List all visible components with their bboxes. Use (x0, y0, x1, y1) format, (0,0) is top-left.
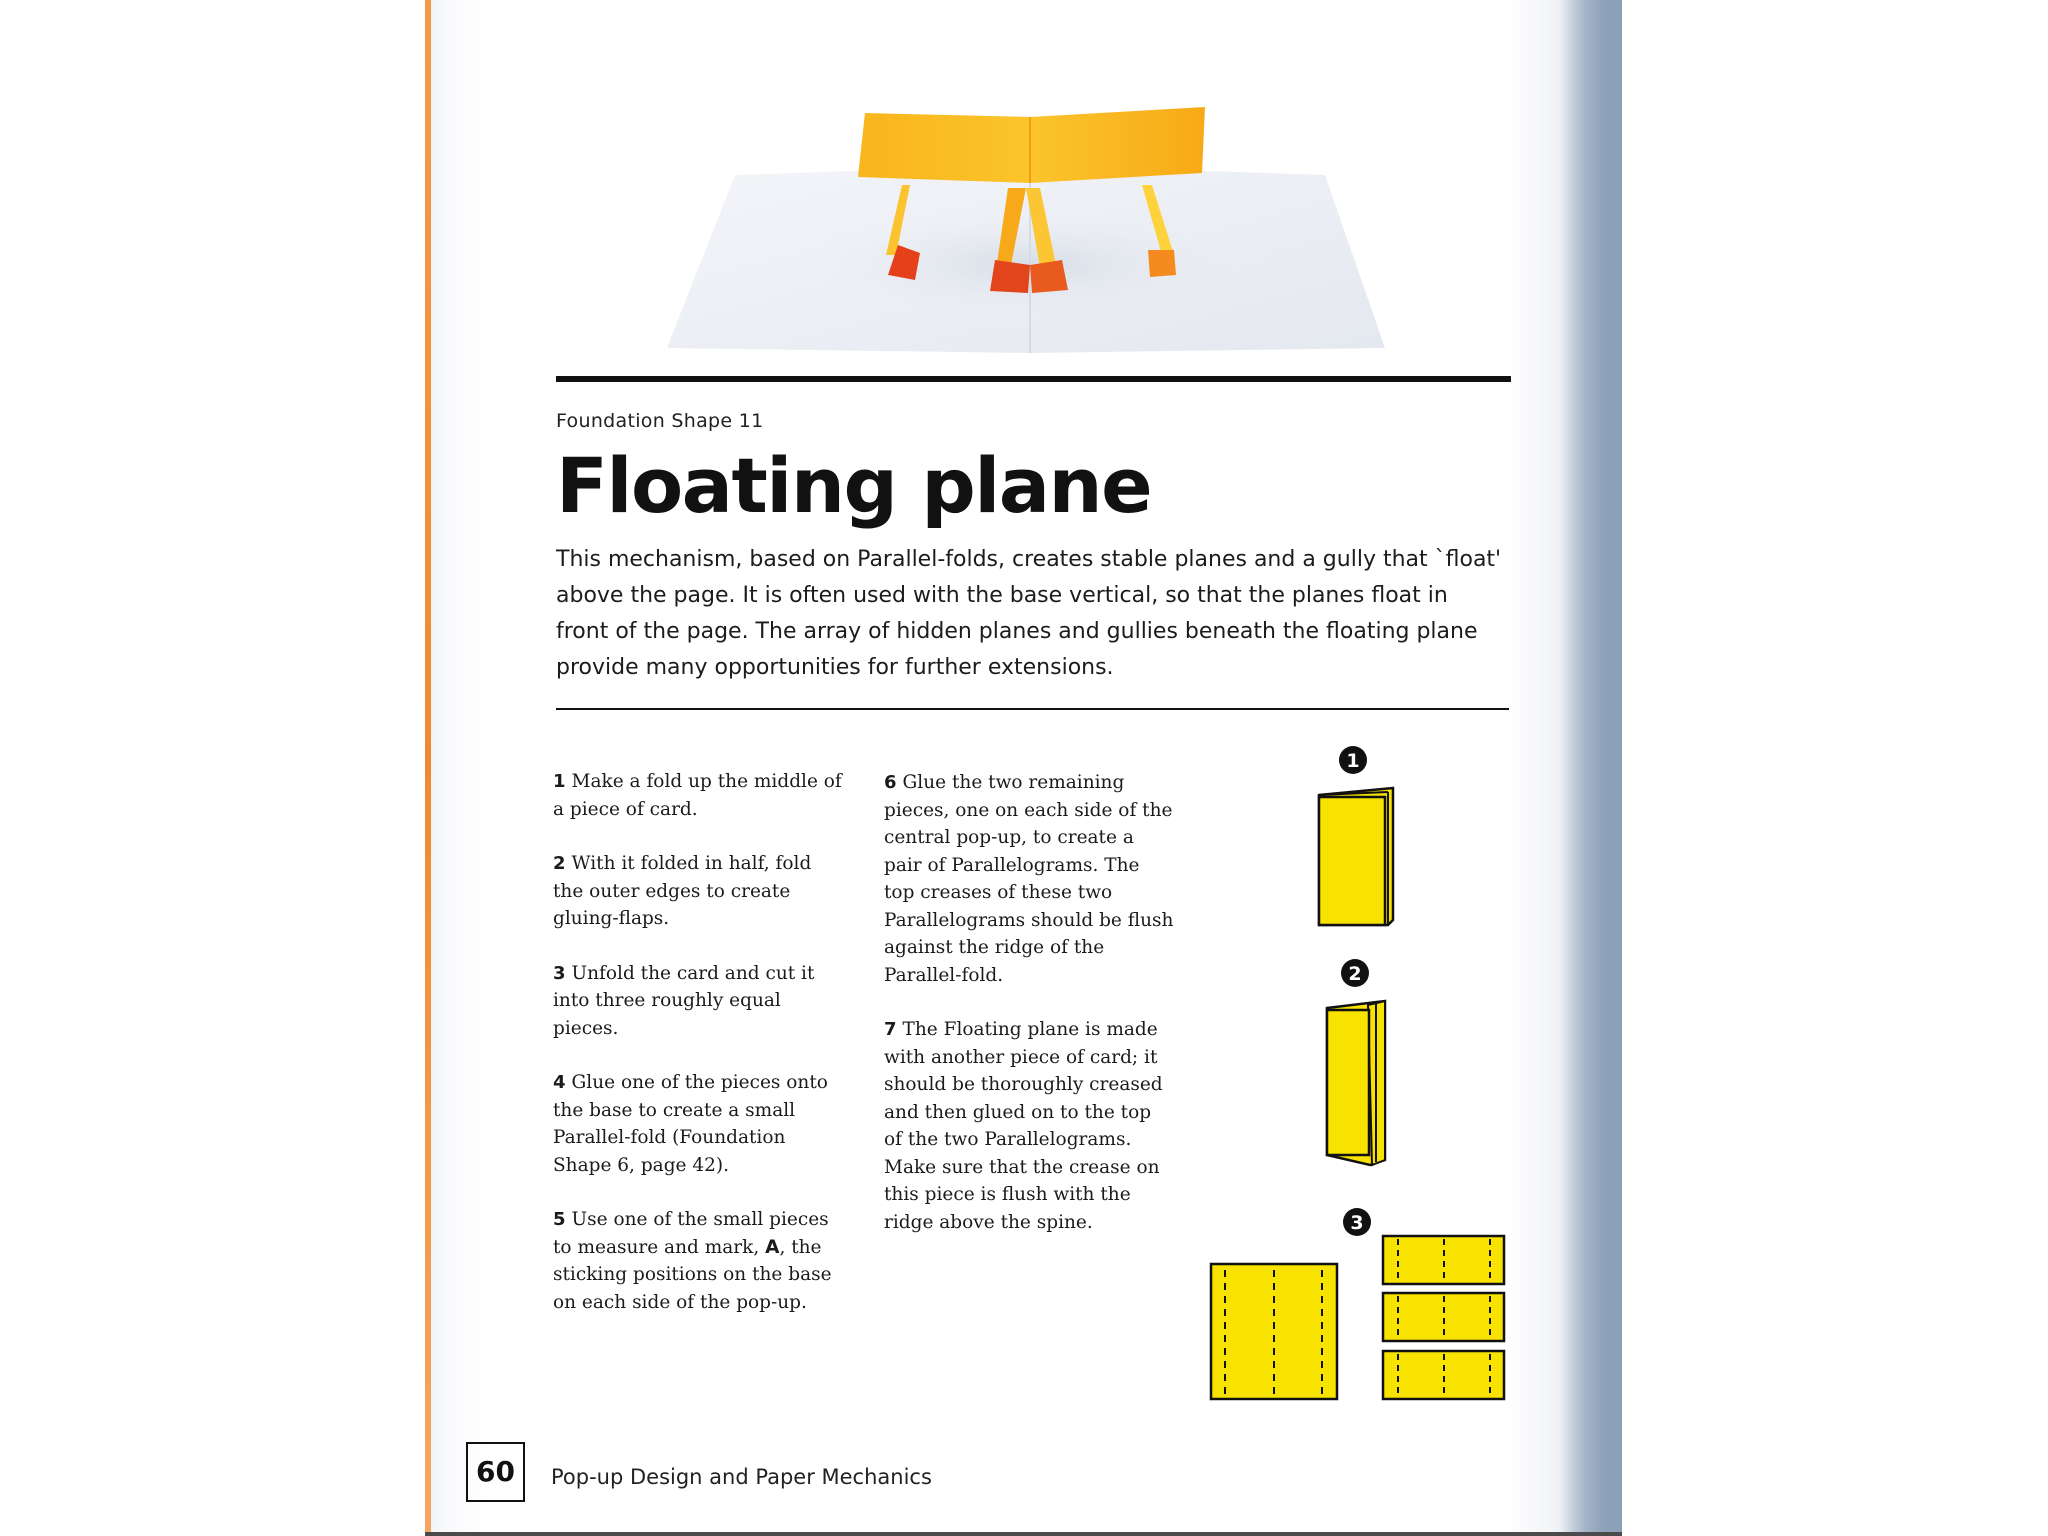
diagram-3 (1211, 1208, 1504, 1399)
step-diagrams (1200, 740, 1520, 1410)
step-5: 5 Use one of the small pieces to measure and mark, A, the sticking positions on the base on each side of the pop-up. (553, 1209, 832, 1313)
section-kicker: Foundation Shape 11 (556, 410, 764, 432)
mid-rule (556, 708, 1509, 710)
step-4: 4 Glue one of the pieces onto the base to create a small Parallel-fold (Foundation Shape 6, page 42). (553, 1072, 828, 1176)
step-2: 2 With it folded in half, fold the outer edges to create gluing-flaps. (553, 853, 812, 929)
diagram-label-3: 3 (1350, 1212, 1364, 1234)
diagram-label-2: 2 (1348, 963, 1362, 985)
page-edge-orange (425, 0, 431, 1536)
step-7: 7 The Floating plane is made with another piece of card; it should be thoroughly creased and then glued on to the top of the two Parallelograms. Make sure that the crease on this piece is flush with the ridge above the spine. (884, 1019, 1163, 1233)
step-3: 3 Unfold the card and cut it into three roughly equal pieces. (553, 962, 815, 1039)
book-spine-shadow (1560, 0, 1622, 1536)
page-number: 60 (466, 1442, 525, 1502)
steps-column-2 (884, 769, 1174, 1263)
step-6: 6 Glue the two remaining pieces, one on each side of the central pop-up, to create a pair of Parallelograms. The top creases of these two Parallelograms should be flush against the ridge of the Parallel-fold. (884, 772, 1174, 986)
floating-plane-photo (660, 95, 1420, 360)
steps-column-1 (553, 768, 843, 1343)
step-1: 1 Make a fold up the middle of a piece of card. (553, 771, 842, 820)
intro-paragraph: This mechanism, based on Parallel-folds, creates stable planes and a gully that `float' above the page. It is often used with the base vertical, so that the planes float in front of the page. The array of hidden planes and gullies beneath the floating plane provide many opportunities for further extensions. (556, 547, 1502, 680)
running-footer-title: Pop-up Design and Paper Mechanics (551, 1465, 932, 1489)
diagram-label-1: 1 (1346, 750, 1360, 772)
floating-plane (858, 107, 1205, 183)
page-title: Floating plane (556, 441, 1152, 530)
page-bottom-edge (425, 1532, 1622, 1536)
diagram-1 (1319, 746, 1393, 925)
diagram-2 (1327, 959, 1385, 1165)
top-rule (556, 376, 1511, 382)
